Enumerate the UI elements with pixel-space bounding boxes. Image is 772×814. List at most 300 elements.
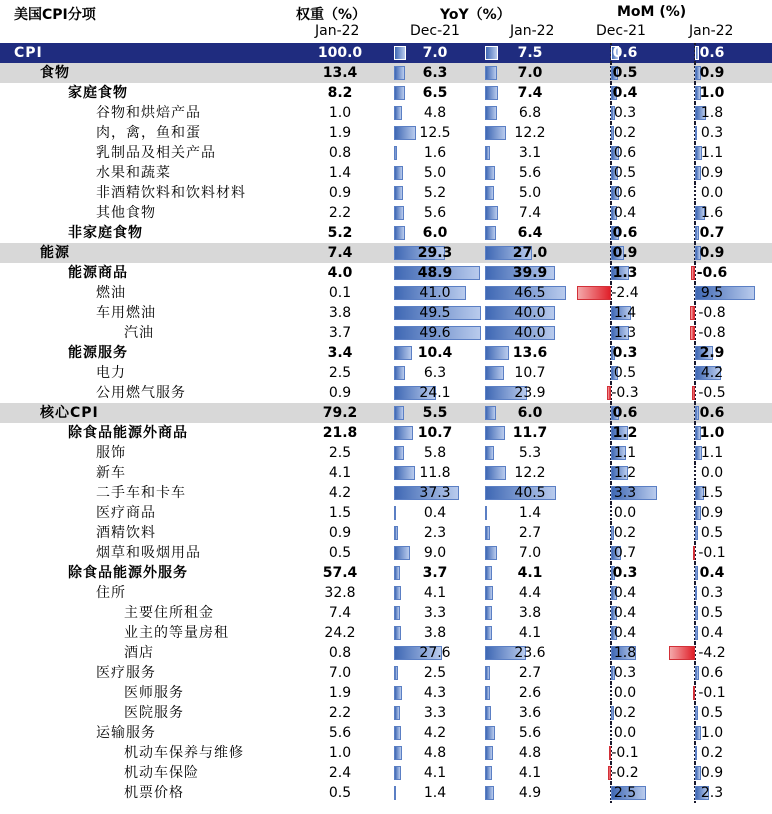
- row-label: 车用燃油: [96, 305, 156, 321]
- yoy-jan-bar: [485, 166, 495, 180]
- yoy-jan-bar: [485, 46, 498, 60]
- mom-jan-value: 1.6: [700, 205, 724, 221]
- yoy-dec-bar: [394, 566, 400, 580]
- yoy-dec-bar: [394, 766, 401, 780]
- mom-jan-bar: [695, 46, 699, 60]
- row-label: 谷物和烘焙产品: [96, 105, 201, 121]
- mom-dec-value: 0.2: [613, 125, 637, 141]
- row-label: 住所: [96, 585, 126, 601]
- mom-dec-value: 0.0: [613, 505, 637, 521]
- yoy-jan-value: 4.8: [518, 745, 542, 761]
- mom-jan-value: 0.4: [700, 625, 724, 641]
- yoy-jan-value: 3.6: [518, 705, 542, 721]
- yoy-dec-value: 3.7: [422, 565, 448, 581]
- yoy-dec-value: 1.4: [423, 785, 447, 801]
- yoy-jan-value: 4.4: [518, 585, 542, 601]
- mom-jan-value: 0.0: [700, 185, 724, 201]
- yoy-jan-value: 4.1: [517, 565, 543, 581]
- yoy-dec-value: 4.8: [423, 105, 447, 121]
- row-label: 烟草和吸烟用品: [96, 545, 201, 561]
- yoy-jan-bar: [485, 566, 492, 580]
- yoy-dec-value: 37.3: [419, 485, 451, 501]
- mom-dec-value: 0.6: [612, 225, 638, 241]
- yoy-jan-value: 13.6: [512, 345, 548, 361]
- row-label: 医疗服务: [96, 665, 156, 681]
- row-label: 非家庭食物: [68, 225, 143, 241]
- row-label: 服饰: [96, 445, 126, 461]
- yoy-jan-value: 2.6: [518, 685, 542, 701]
- yoy-dec-bar: [394, 466, 415, 480]
- yoy-dec-value: 27.6: [419, 645, 451, 661]
- yoy-dec-value: 7.0: [422, 45, 448, 61]
- mom-dec-value: 1.3: [613, 325, 637, 341]
- weight-value: 7.4: [327, 245, 353, 261]
- weight-value: 1.0: [328, 105, 352, 121]
- row-label: 公用燃气服务: [96, 385, 186, 401]
- yoy-dec-bar: [394, 106, 402, 120]
- mom-jan-value: 0.0: [700, 465, 724, 481]
- weight-value: 13.4: [322, 65, 358, 81]
- mom-jan-value: 0.6: [699, 405, 725, 421]
- table-row: [0, 623, 772, 643]
- weight-value: 1.9: [328, 685, 352, 701]
- row-label: 二手车和卡车: [96, 485, 186, 501]
- weight-value: 0.9: [328, 185, 352, 201]
- mom-jan-bar: [695, 126, 697, 140]
- yoy-jan-bar: [485, 766, 492, 780]
- mom-dec-value: 0.7: [613, 545, 637, 561]
- yoy-dec-bar: [394, 406, 404, 420]
- yoy-dec-value: 12.5: [419, 125, 451, 141]
- yoy-dec-date: Dec-21: [410, 23, 460, 39]
- yoy-dec-value: 29.3: [417, 245, 453, 261]
- yoy-dec-value: 6.3: [423, 365, 447, 381]
- mom-jan-value: 1.0: [699, 85, 725, 101]
- mom-jan-value: 0.3: [700, 125, 724, 141]
- yoy-jan-bar: [485, 526, 490, 540]
- yoy-jan-bar: [485, 86, 498, 100]
- weight-value: 0.9: [328, 385, 352, 401]
- row-label: 医疗商品: [96, 505, 156, 521]
- yoy-dec-value: 6.5: [422, 85, 448, 101]
- yoy-dec-bar: [394, 526, 398, 540]
- mom-zero-axis: [610, 723, 612, 743]
- yoy-jan-value: 2.7: [518, 665, 542, 681]
- mom-jan-value: -4.2: [698, 645, 726, 661]
- weight-value: 7.4: [328, 605, 352, 621]
- row-label: 机动车保险: [124, 765, 199, 781]
- yoy-dec-bar: [394, 366, 405, 380]
- yoy-dec-value: 2.5: [423, 665, 447, 681]
- table-row: [0, 723, 772, 743]
- mom-jan-bar: [695, 586, 697, 600]
- weight-value: 0.5: [328, 785, 352, 801]
- yoy-jan-value: 5.6: [518, 165, 542, 181]
- mom-jan-value: 0.6: [700, 665, 724, 681]
- yoy-dec-value: 6.3: [422, 65, 448, 81]
- weight-value: 79.2: [322, 405, 358, 421]
- yoy-dec-value: 24.1: [419, 385, 451, 401]
- yoy-dec-bar: [394, 186, 403, 200]
- yoy-dec-value: 3.8: [423, 625, 447, 641]
- mom-jan-value: 4.2: [700, 365, 724, 381]
- yoy-dec-value: 5.8: [423, 445, 447, 461]
- table-row: [0, 63, 772, 83]
- yoy-dec-bar: [394, 586, 401, 600]
- mom-dec-value: 0.5: [613, 165, 637, 181]
- yoy-jan-value: 2.7: [518, 525, 542, 541]
- table-row: [0, 643, 772, 663]
- mom-dec-value: 0.5: [613, 365, 637, 381]
- mom-jan-value: 0.5: [700, 525, 724, 541]
- weight-value: 32.8: [324, 585, 356, 601]
- row-label: 医院服务: [124, 705, 184, 721]
- yoy-jan-value: 7.5: [517, 45, 543, 61]
- yoy-header: YoY（%）: [440, 7, 511, 23]
- yoy-jan-bar: [485, 186, 494, 200]
- mom-dec-value: 1.1: [613, 445, 637, 461]
- yoy-jan-bar: [485, 406, 496, 420]
- yoy-jan-bar: [485, 746, 493, 760]
- yoy-jan-value: 40.5: [514, 485, 546, 501]
- yoy-dec-value: 4.1: [423, 585, 447, 601]
- mom-dec-value: 0.9: [612, 245, 638, 261]
- yoy-dec-value: 9.0: [423, 545, 447, 561]
- table-row: [0, 543, 772, 563]
- mom-jan-value: -0.1: [698, 545, 726, 561]
- yoy-dec-value: 11.8: [419, 465, 451, 481]
- yoy-dec-bar: [394, 226, 405, 240]
- yoy-dec-value: 49.5: [419, 305, 451, 321]
- mom-jan-bar: [669, 646, 695, 660]
- mom-dec-value: 2.5: [613, 785, 637, 801]
- mom-jan-bar: [691, 266, 695, 280]
- yoy-jan-value: 6.8: [518, 105, 542, 121]
- mom-jan-bar: [695, 706, 698, 720]
- mom-jan-value: 0.7: [699, 225, 725, 241]
- table-row: [0, 583, 772, 603]
- table-row: [0, 463, 772, 483]
- row-label: CPI: [14, 45, 43, 61]
- yoy-jan-value: 40.0: [514, 325, 546, 341]
- mom-jan-value: 0.9: [699, 65, 725, 81]
- yoy-dec-bar: [394, 726, 401, 740]
- yoy-dec-value: 1.6: [423, 145, 447, 161]
- yoy-jan-bar: [485, 206, 498, 220]
- weight-value: 1.9: [328, 125, 352, 141]
- mom-jan-value: -0.1: [698, 685, 726, 701]
- mom-jan-value: 0.5: [700, 605, 724, 621]
- row-label: 酒精饮料: [96, 525, 156, 541]
- weight-value: 2.5: [328, 365, 352, 381]
- mom-jan-value: 0.9: [700, 165, 724, 181]
- table-row: [0, 783, 772, 803]
- table-row: [0, 323, 772, 343]
- table-row: [0, 223, 772, 243]
- yoy-jan-value: 12.2: [514, 465, 546, 481]
- mom-jan-value: 0.9: [699, 245, 725, 261]
- yoy-jan-bar: [485, 586, 493, 600]
- yoy-dec-bar: [394, 46, 406, 60]
- yoy-dec-bar: [394, 666, 398, 680]
- mom-jan-date: Jan-22: [689, 23, 734, 39]
- yoy-dec-value: 49.6: [419, 325, 451, 341]
- mom-jan-bar: [695, 166, 701, 180]
- mom-dec-value: 0.6: [612, 45, 638, 61]
- weight-value: 1.4: [328, 165, 352, 181]
- weight-value: 0.8: [328, 145, 352, 161]
- mom-jan-value: 1.0: [699, 425, 725, 441]
- row-label: 医师服务: [124, 685, 184, 701]
- weight-value: 5.6: [328, 725, 352, 741]
- yoy-dec-bar: [394, 546, 410, 560]
- yoy-jan-bar: [485, 466, 506, 480]
- weight-value: 4.0: [327, 265, 353, 281]
- weight-value: 57.4: [322, 565, 358, 581]
- mom-dec-value: 1.8: [613, 645, 637, 661]
- row-label: 电力: [96, 365, 126, 381]
- mom-jan-value: 1.5: [700, 485, 724, 501]
- yoy-jan-bar: [485, 686, 490, 700]
- row-label: 乳制品及相关产品: [96, 145, 216, 161]
- yoy-jan-value: 3.1: [518, 145, 542, 161]
- mom-jan-value: 2.9: [699, 345, 725, 361]
- table-row: [0, 523, 772, 543]
- yoy-jan-bar: [485, 226, 496, 240]
- yoy-dec-bar: [394, 206, 404, 220]
- weight-value: 3.7: [328, 325, 352, 341]
- yoy-jan-bar: [485, 506, 487, 520]
- table-row: [0, 203, 772, 223]
- mom-dec-value: 0.4: [613, 585, 637, 601]
- table-row: [0, 483, 772, 503]
- yoy-jan-bar: [485, 726, 495, 740]
- yoy-jan-value: 4.1: [518, 765, 542, 781]
- mom-dec-bar: [577, 286, 611, 300]
- mom-dec-value: 1.3: [612, 265, 638, 281]
- row-label: 新车: [96, 465, 126, 481]
- weight-value: 24.2: [324, 625, 356, 641]
- table-row: [0, 83, 772, 103]
- weight-value: 8.2: [327, 85, 353, 101]
- yoy-dec-bar: [394, 346, 412, 360]
- yoy-dec-bar: [394, 626, 401, 640]
- yoy-jan-value: 7.0: [518, 545, 542, 561]
- yoy-jan-bar: [485, 346, 509, 360]
- weight-value: 4.1: [328, 465, 352, 481]
- yoy-jan-value: 23.6: [514, 645, 546, 661]
- table-row: [0, 683, 772, 703]
- mom-dec-date: Dec-21: [596, 23, 646, 39]
- yoy-dec-bar: [394, 686, 402, 700]
- yoy-jan-value: 6.0: [517, 405, 543, 421]
- mom-jan-value: 0.9: [700, 505, 724, 521]
- yoy-jan-value: 5.6: [518, 725, 542, 741]
- mom-jan-value: 1.1: [700, 145, 724, 161]
- yoy-jan-bar: [485, 606, 492, 620]
- weight-value: 4.2: [328, 485, 352, 501]
- mom-jan-bar: [695, 766, 701, 780]
- table-row: [0, 763, 772, 783]
- weight-value: 1.0: [328, 745, 352, 761]
- yoy-jan-bar: [485, 546, 497, 560]
- row-label: 家庭食物: [68, 85, 128, 101]
- yoy-jan-value: 23.9: [514, 385, 546, 401]
- mom-jan-value: 1.1: [700, 445, 724, 461]
- yoy-dec-value: 5.0: [423, 165, 447, 181]
- weight-value: 3.4: [327, 345, 353, 361]
- yoy-dec-value: 3.3: [423, 605, 447, 621]
- table-row: [0, 103, 772, 123]
- row-label: 食物: [40, 65, 70, 81]
- yoy-jan-value: 39.9: [512, 265, 548, 281]
- yoy-jan-bar: [485, 426, 505, 440]
- yoy-jan-bar: [485, 626, 492, 640]
- yoy-dec-bar: [394, 166, 403, 180]
- row-label: 除食品能源外商品: [68, 425, 188, 441]
- mom-header: MoM (%): [617, 4, 687, 20]
- weight-value: 2.2: [328, 205, 352, 221]
- table-row: [0, 503, 772, 523]
- table-row: [0, 143, 772, 163]
- table-row: [0, 423, 772, 443]
- table-row: [0, 563, 772, 583]
- mom-dec-value: 0.6: [613, 185, 637, 201]
- yoy-dec-value: 41.0: [419, 285, 451, 301]
- mom-dec-value: -2.4: [611, 285, 639, 301]
- yoy-dec-value: 5.5: [422, 405, 448, 421]
- weight-value: 1.5: [328, 505, 352, 521]
- table-row: [0, 743, 772, 763]
- mom-jan-bar: [695, 526, 698, 540]
- mom-dec-value: 0.6: [613, 145, 637, 161]
- weight-value: 0.1: [328, 285, 352, 301]
- mom-dec-value: 1.2: [613, 465, 637, 481]
- mom-dec-value: 0.2: [613, 705, 637, 721]
- yoy-jan-bar: [485, 106, 497, 120]
- yoy-dec-value: 4.3: [423, 685, 447, 701]
- row-label: 肉，禽，鱼和蛋: [96, 125, 201, 141]
- weight-value: 3.8: [328, 305, 352, 321]
- mom-jan-bar: [695, 566, 698, 580]
- mom-jan-bar: [695, 606, 698, 620]
- weight-value: 0.5: [328, 545, 352, 561]
- table-row: [0, 403, 772, 423]
- mom-dec-value: 0.0: [613, 725, 637, 741]
- mom-jan-value: -0.5: [698, 385, 726, 401]
- mom-jan-value: 9.5: [700, 285, 724, 301]
- mom-dec-value: 0.0: [613, 685, 637, 701]
- yoy-jan-value: 10.7: [514, 365, 546, 381]
- row-label: 能源商品: [68, 265, 128, 281]
- yoy-jan-value: 40.0: [514, 305, 546, 321]
- weight-value: 0.8: [328, 645, 352, 661]
- mom-jan-bar: [695, 406, 699, 420]
- yoy-jan-bar: [485, 706, 491, 720]
- mom-zero-axis: [694, 183, 696, 203]
- yoy-jan-value: 7.4: [517, 85, 543, 101]
- weight-value: 5.2: [327, 225, 353, 241]
- yoy-jan-bar: [485, 446, 494, 460]
- yoy-jan-value: 3.8: [518, 605, 542, 621]
- mom-jan-value: 0.2: [700, 745, 724, 761]
- yoy-jan-value: 5.3: [518, 445, 542, 461]
- yoy-jan-bar: [485, 146, 490, 160]
- yoy-jan-value: 4.9: [518, 785, 542, 801]
- table-row: [0, 43, 772, 63]
- yoy-dec-value: 3.3: [423, 705, 447, 721]
- table-row: [0, 603, 772, 623]
- yoy-dec-bar: [394, 786, 396, 800]
- row-label: 汽油: [124, 325, 154, 341]
- mom-jan-bar: [692, 386, 695, 400]
- yoy-jan-value: 7.4: [518, 205, 542, 221]
- yoy-jan-value: 12.2: [514, 125, 546, 141]
- mom-dec-value: 0.6: [612, 405, 638, 421]
- row-label: 机动车保养与维修: [124, 745, 244, 761]
- mom-dec-value: 0.3: [613, 665, 637, 681]
- yoy-dec-bar: [394, 746, 402, 760]
- mom-dec-value: 3.3: [613, 485, 637, 501]
- yoy-jan-bar: [485, 126, 506, 140]
- row-label: 其他食物: [96, 205, 156, 221]
- mom-dec-value: 0.4: [613, 205, 637, 221]
- mom-dec-value: 0.3: [613, 105, 637, 121]
- row-label: 燃油: [96, 285, 126, 301]
- yoy-jan-value: 7.0: [517, 65, 543, 81]
- mom-jan-bar: [695, 506, 701, 520]
- mom-jan-value: -0.8: [698, 305, 726, 321]
- mom-jan-value: 0.6: [699, 45, 725, 61]
- weight-value: 100.0: [317, 45, 363, 61]
- table-row: [0, 243, 772, 263]
- table-row: [0, 123, 772, 143]
- table-row: [0, 163, 772, 183]
- weight-value: 2.5: [328, 445, 352, 461]
- table-row: [0, 363, 772, 383]
- mom-dec-value: -0.3: [611, 385, 639, 401]
- yoy-jan-value: 6.4: [517, 225, 543, 241]
- weight-value: 7.0: [328, 665, 352, 681]
- row-label: 酒店: [124, 645, 154, 661]
- yoy-dec-value: 6.0: [422, 225, 448, 241]
- yoy-dec-value: 10.7: [417, 425, 453, 441]
- mom-dec-value: -0.1: [611, 745, 639, 761]
- mom-dec-value: 0.2: [613, 525, 637, 541]
- mom-jan-bar: [690, 326, 695, 340]
- mom-jan-bar: [695, 666, 699, 680]
- yoy-dec-bar: [394, 506, 396, 520]
- row-label: 能源服务: [68, 345, 128, 361]
- yoy-dec-value: 5.2: [423, 185, 447, 201]
- table-title: 美国CPI分项: [14, 7, 96, 23]
- table-row: [0, 663, 772, 683]
- mom-jan-bar: [690, 306, 695, 320]
- weight-value: 2.4: [328, 765, 352, 781]
- yoy-jan-bar: [485, 366, 504, 380]
- mom-jan-value: 2.3: [700, 785, 724, 801]
- mom-jan-bar: [695, 626, 698, 640]
- mom-jan-value: 0.5: [700, 705, 724, 721]
- yoy-dec-value: 5.6: [423, 205, 447, 221]
- table-row: [0, 303, 772, 323]
- table-row: [0, 443, 772, 463]
- yoy-jan-date: Jan-22: [510, 23, 555, 39]
- yoy-dec-value: 0.4: [423, 505, 447, 521]
- row-label: 运输服务: [96, 725, 156, 741]
- mom-dec-value: 0.4: [613, 625, 637, 641]
- table-row: [0, 263, 772, 283]
